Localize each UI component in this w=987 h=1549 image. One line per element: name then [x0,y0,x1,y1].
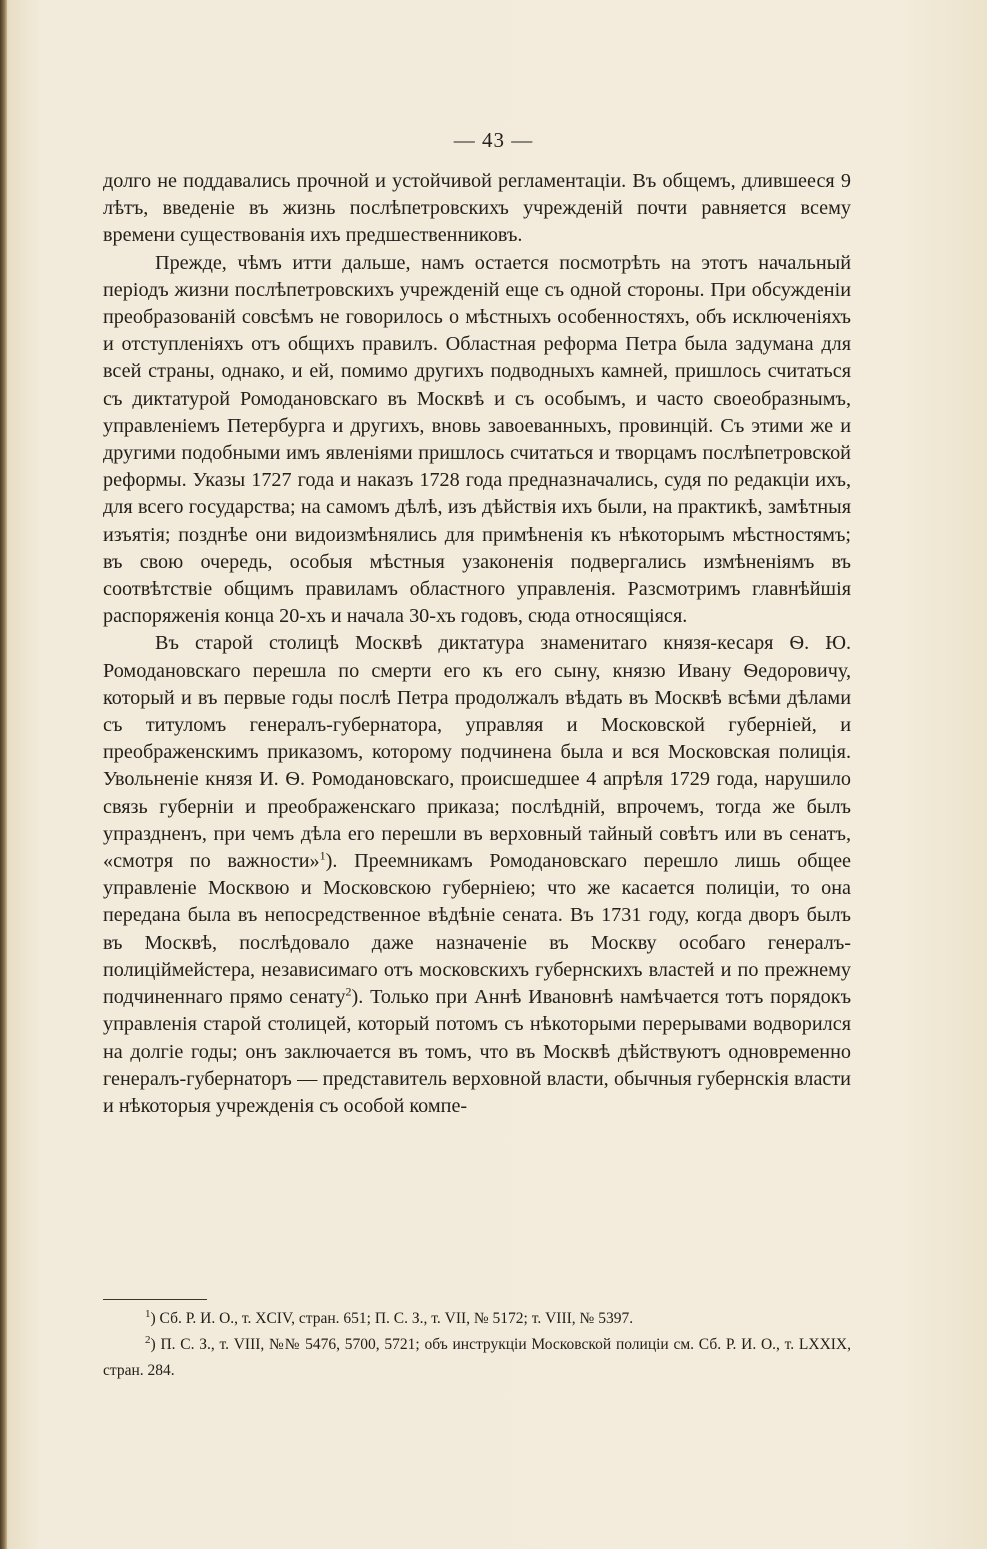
footnotes [103,1306,851,1384]
paragraph-1-text: долго не поддавались прочной и устойчивой регламентаціи. Въ общемъ, длившееся 9 лѣтъ, введеніе въ жизнь послѣпетровскихъ учрежденій почти равняется всему времени существованія ихъ предшественниковъ. [103,170,851,247]
paragraph-3-text-b: . Преемникамъ Ромодановскаго перешло лишь общее управленіе Москвою и Московскою губерніею; что же касается полиціи, то она передана была въ непосредственное вѣдѣніе сената. Въ 1731 году, когда дворъ былъ въ Москвѣ, послѣдовало даже назначеніе въ Москву особаго генералъ-полиціймейстера, независимаго отъ московскихъ губернскихъ властей и по прежнему подчиненнаго прямо сенату [103,850,851,1009]
paragraph-1 [103,168,851,250]
paragraph-3-text-c: . Только при Аннѣ Ивановнѣ намѣчается тотъ порядокъ управленія старой столицей, который потомъ съ нѣкоторыми перерывами водворился на долгіе годы; онъ заключается въ томъ, что въ Москвѣ дѣйствуютъ одновременно генералъ-губернаторъ — представитель верховной власти, обычныя губернскія власти и нѣкоторыя учрежденія съ особой компе- [103,986,852,1117]
footnote-divider [103,1299,207,1300]
footnote-ref-1: 1 [319,848,326,863]
main-text [103,168,851,1120]
footnote-2-text: П. С. З., т. VIII, №№ 5476, 5700, 5721; объ инструкціи Московской полиціи см. Сб. Р. И. О., т. LXXIX, стран. 284. [103,1336,852,1379]
footnote-ref-2: 2 [345,984,352,999]
paragraph-3: Въ старой столицѣ Москвѣ диктатура знаменитаго князя-кесаря Ѳ. Ю. Ромодановскаго перешла по смерти его къ его сыну, князю Ивану Ѳедоровичу, который и въ первые годы послѣ Петра продолжалъ вѣдать въ Москвѣ всѣми дѣлами съ титуломъ генералъ-губернатора, управляя и Московской губерніей, и преображенскимъ приказомъ, которому подчинена была и вся Московская полиція. Увольненіе князя И. Ѳ. Ромодановскаго, происшедшее 4 апрѣля 1729 года, нарушило связь губерніи и преображенскаго приказа; послѣдній, впрочемъ, тогда же былъ упраздненъ, при чемъ дѣла его перешли въ верховный тайный совѣтъ или въ сенатъ, «смотря по важности»$^1$). Преемникамъ Ромодановскаго перешло лишь общее управленіе Москвою и Московскою губерніею; что же касается полиціи, то она передана была въ непосредственное вѣдѣніе сената. Въ 1731 году, когда дворъ былъ въ Москвѣ, послѣдовало даже назначеніе въ Москву особаго генералъ-полиціймейстера, независимаго отъ московскихъ губернскихъ властей и по прежнему подчиненнаго прямо сенату$^2$). Только при Аннѣ Ивановнѣ намѣчается тотъ порядокъ управленія старой столицей, который потомъ съ нѣкоторыми перерывами водворился на долгіе годы; онъ заключается въ томъ, что въ Москвѣ дѣйствуютъ одновременно генералъ-губернаторъ — представитель верховной власти, обычныя губернскія власти и нѣкоторыя учрежденія съ особой компе- [103,632,852,1117]
paragraph-2 [103,250,851,631]
footnote-1-mark: 1 [145,1307,151,1320]
footnote-2-mark: 2 [145,1333,151,1346]
book-spine-edge [0,0,7,1549]
page-number: — 43 — [453,128,534,152]
footnote-2: $^2$) П. С. З., т. VIII, №№ 5476, 5700, 5721; объ инструкціи Московской полиціи см. Сб. Р. И. О., т. LXXIX, стран. 284. [103,1333,852,1379]
paragraph-3-text-a: Въ старой столицѣ Москвѣ диктатура знаменитаго князя-кесаря Ѳ. Ю. Ромодановскаго перешла по смерти его къ его сыну, князю Ивану Ѳедоровичу, который и въ первые годы послѣ Петра продолжалъ вѣдать въ Москвѣ всѣми дѣлами съ титуломъ генералъ-губернатора, управляя и Московской губерніей, и преображенскимъ приказомъ, которому подчинена была и вся Московская полиція. Увольненіе князя И. Ѳ. Ромодановскаго, происшедшее 4 апрѣля 1729 года, нарушило связь губерніи и преображенскаго приказа; послѣдній, впрочемъ, тогда же былъ упраздненъ, при чемъ дѣла его перешли въ верховный тайный совѣтъ или въ сенатъ, «смотря по важности» [103,632,851,873]
footnote-1: $^1$) Сб. Р. И. О., т. XCIV, стран. 651; П. С. З., т. VII, № 5172; т. VIII, № 5397. [145,1307,634,1327]
footnote-1-text: Сб. Р. И. О., т. XCIV, стран. 651; П. С. З., т. VII, № 5172; т. VIII, № 5397. [159,1310,634,1327]
paragraph-2-text: Прежде, чѣмъ итти дальше, намъ остается посмотрѣть на этотъ начальный періодъ жизни послѣпетровскихъ учрежденій еще съ одной стороны. При обсужденіи преобразованій совсѣмъ не говорилось о мѣстныхъ особенностяхъ, объ исключеніяхъ и отступленіяхъ отъ общихъ правилъ. Областная реформа Петра была задумана для всей страны, однако, и ей, помимо другихъ подводныхъ камней, пришлось считаться съ диктатурой Ромодановскаго въ Москвѣ и съ особымъ, и часто своеобразнымъ, управленіемъ Петербурга и другихъ, вновь завоеванныхъ, провинцій. Съ этими же и другими подобными имъ явленіями пришлось считаться и творцамъ послѣпетровской реформы. Указы 1727 года и наказъ 1728 года предназначались, судя по редакціи ихъ, для всего государства; на самомъ дѣлѣ, изъ дѣйствія ихъ были, на практикѣ, замѣтныя изъятія; позднѣе они видоизмѣнялись для примѣненія къ нѣкоторымъ мѣстностямъ; въ свою очередь, особыя мѣстныя узаконенія подвергались измѣненіямъ въ соотвѣтствіе общимъ правиламъ областного управленія. Разсмотримъ главнѣйшія распоряженія конца 20-хъ и начала 30-хъ годовъ, сюда относящіяся. [103,251,851,628]
